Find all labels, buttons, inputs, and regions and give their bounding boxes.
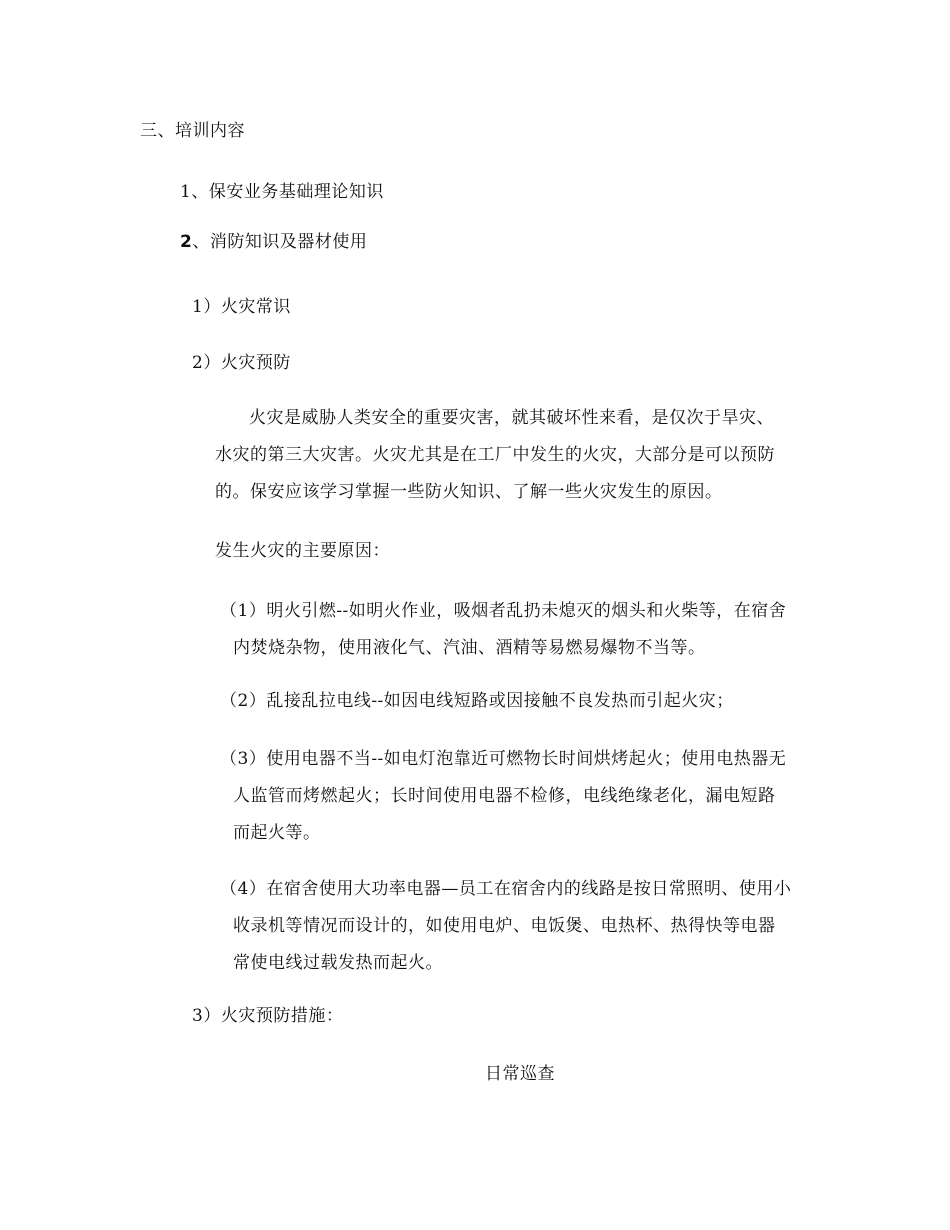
sub-1-fire-common-sense: 1）火灾常识 [192,297,291,317]
cause-1 [220,593,786,667]
daily-patrol-label: 日常巡查 [485,1064,555,1084]
cause-3-line: 人监管而烤燃起火；长时间使用电器不检修，电线绝缘老化，漏电短路 [233,786,776,806]
intro-line: 的。保安应该学习掌握一些防火知识、了解一些火灾发生的原因。 [215,482,723,502]
cause-3 [220,741,786,852]
cause-4-line: 收录机等情况而设计的，如使用电炉、电饭煲、电热杯、热得快等电器 [233,916,776,936]
item-1-basic-theory: 1、保安业务基础理论知识 [180,182,384,202]
cause-4-line: （4）在宿舍使用大功率电器—员工在宿舍内的线路是按日常照明、使用小 [220,879,792,899]
sub-2-fire-prevention: 2）火灾预防 [192,353,291,373]
item-2-text: 、消防知识及器材使用 [192,232,368,252]
section-title: 三、培训内容 [140,121,245,141]
cause-4-line: 常使电线过载发热而起火。 [233,953,443,973]
cause-3-line: 而起火等。 [233,823,321,843]
item-2-fire-knowledge [180,231,367,253]
intro-line: 水灾的第三大灾害。火灾尤其是在工厂中发生的火灾，大部分是可以预防 [215,445,775,465]
cause-1-line: 内焚烧杂物，使用液化气、汽油、酒精等易燃易爆物不当等。 [233,638,706,658]
cause-1-line: （1）明火引燃--如明火作业，吸烟者乱扔未熄灭的烟头和火柴等，在宿舍 [220,601,787,621]
cause-3-line: （3）使用电器不当--如电灯泡靠近可燃物长时间烘烤起火；使用电热器无 [220,749,787,769]
causes-heading: 发生火灾的主要原因： [215,541,390,561]
cause-2: （2）乱接乱拉电线--如因电线短路或因接触不良发热而引起火灾； [220,691,734,711]
intro-paragraph [215,400,775,511]
sub-3-prevention-measures: 3）火灾预防措施： [192,1006,344,1026]
intro-line: 火灾是威胁人类安全的重要灾害，就其破坏性来看，是仅次于旱灾、 [249,408,774,428]
item-2-number: 2 [180,232,193,252]
cause-4 [220,871,791,982]
